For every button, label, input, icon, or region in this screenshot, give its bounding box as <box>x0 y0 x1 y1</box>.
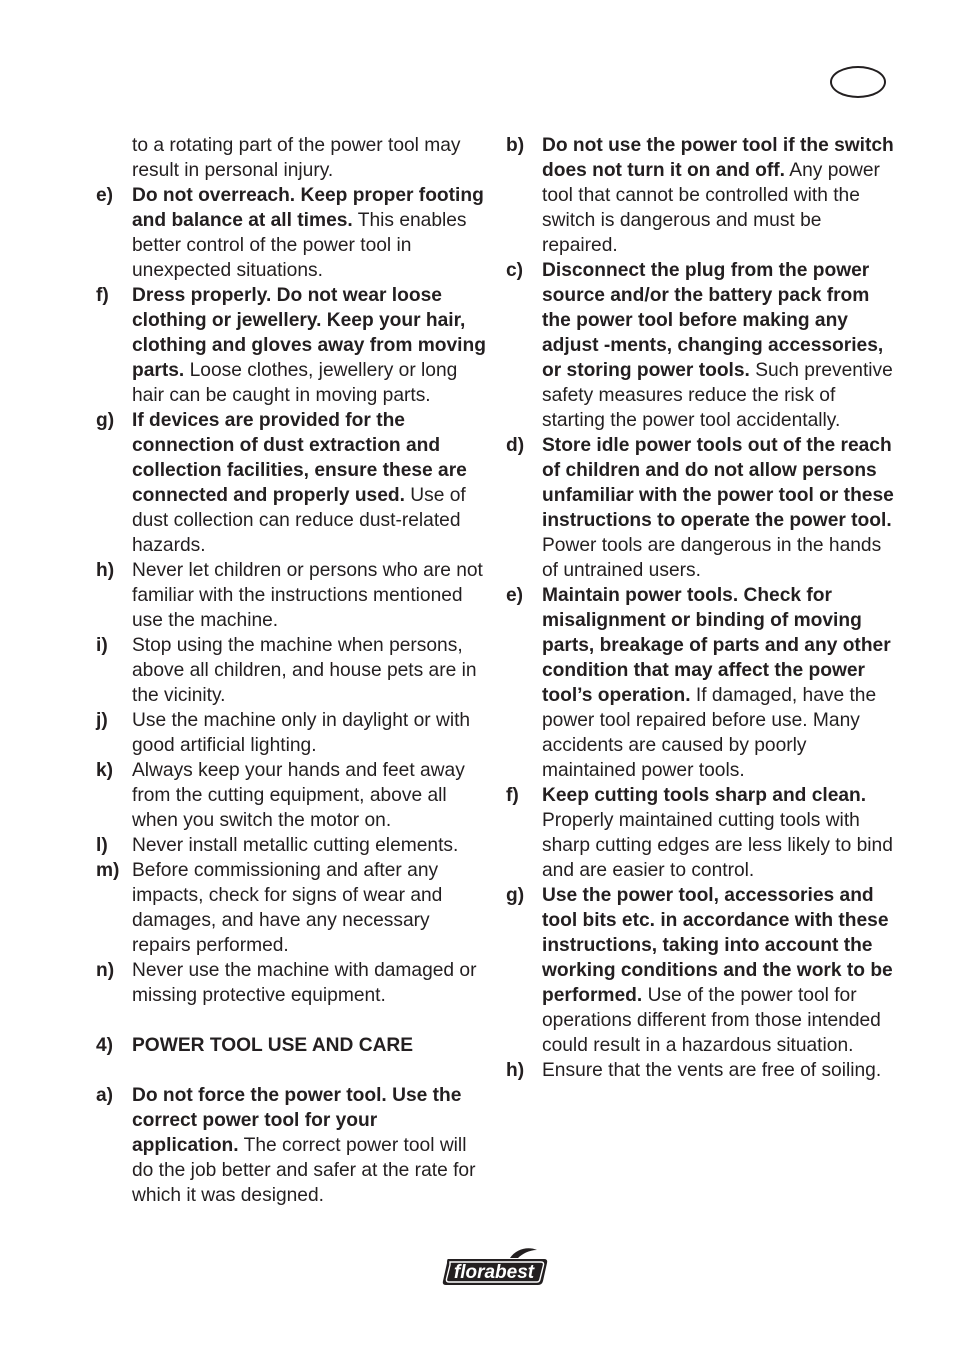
item-text: Properly maintained cutting tools with sharp cutting edges are less likely to bind and are easier to control. <box>542 810 893 881</box>
item-text: Use the machine only in daylight or with good artificial lighting. <box>132 710 471 756</box>
item-text: Any power tool that cannot be controlled with the switch is dangerous and must be repaired. <box>542 160 880 256</box>
item-text: Never install metallic cutting elements. <box>132 835 459 856</box>
item-text: This enables better control of the power tool in unexpected situations. <box>132 210 467 281</box>
list-item-f <box>96 283 488 408</box>
list-item-f <box>506 783 898 883</box>
list-item-l <box>96 833 488 858</box>
spacer <box>96 1008 488 1033</box>
left-column <box>96 133 488 1208</box>
item-label: k) <box>96 760 114 781</box>
list-item-e <box>506 583 898 783</box>
item-text: Ensure that the vents are free of soiling. <box>542 1060 882 1081</box>
language-badge <box>830 66 886 98</box>
item-label: e) <box>96 185 114 206</box>
item-bold-text: Maintain power tools. Check for misalignment or binding of moving parts, breakage of parts and any other condition that may affect the power tool’s operation. <box>542 585 891 706</box>
item-text: Power tools are dangerous in the hands of untrained users. <box>542 535 882 581</box>
item-label: i) <box>96 635 108 656</box>
item-bold-text: Store idle power tools out of the reach of children and do not allow persons unfamiliar with the power tool or these instructions to operate the power tool. <box>542 435 894 531</box>
item-text: Use of the power tool for operations different from those intended could result in a hazardous situation. <box>542 985 881 1056</box>
list-item-b <box>506 133 898 258</box>
item-label: f) <box>506 785 519 806</box>
list-item-g <box>96 408 488 558</box>
list-item-d <box>506 433 898 583</box>
spacer <box>96 1058 488 1083</box>
list-item-h <box>96 558 488 633</box>
item-bold-text: Do not overreach. Keep proper footing and balance at all times. <box>132 185 484 231</box>
list-item-a <box>96 1083 488 1208</box>
item-text: Before commissioning and after any impacts, check for signs of wear and damages, and have any necessary repairs performed. <box>132 860 443 956</box>
item-text: Such preventive safety measures reduce the risk of starting the power tool accidentally. <box>542 360 893 431</box>
item-label: n) <box>96 960 115 981</box>
item-label: h) <box>96 560 115 581</box>
item-label: a) <box>96 1085 114 1106</box>
list-item-e <box>96 183 488 283</box>
list-item-j <box>96 708 488 758</box>
item-label: c) <box>506 260 524 281</box>
item-text: If damaged, have the power tool repaired before use. Many accidents are caused by poorly maintained power tools. <box>542 685 877 781</box>
logo-text: florabest <box>453 1262 535 1283</box>
florabest-logo <box>440 1246 550 1288</box>
item-label: g) <box>96 410 115 431</box>
section-heading <box>96 1033 488 1058</box>
list-item-n <box>96 958 488 1008</box>
item-text: Use of dust collection can reduce dust-related hazards. <box>132 485 466 556</box>
item-bold-text: Do not use the power tool if the switch does not turn it on and off. <box>542 135 894 181</box>
item-label: m) <box>96 860 120 881</box>
list-item-g <box>506 883 898 1058</box>
item-text: Always keep your hands and feet away from the cutting equipment, above all when you switch the motor on. <box>132 760 465 831</box>
continuation-text: to a rotating part of the power tool may result in personal injury. <box>132 135 461 181</box>
item-label: f) <box>96 285 109 306</box>
item-label: g) <box>506 885 525 906</box>
item-bold-text: If devices are provided for the connection of dust extraction and collection facilities, ensure these are connected and properly used. <box>132 410 467 506</box>
item-text: Never let children or persons who are not familiar with the instructions mentioned use the machine. <box>132 560 483 631</box>
item-bold-text: Keep cutting tools sharp and clean. <box>542 785 867 806</box>
list-item-c <box>506 258 898 433</box>
list-item-k <box>96 758 488 833</box>
list-item-h <box>506 1058 898 1083</box>
item-text: Loose clothes, jewellery or long hair can be caught in moving parts. <box>132 360 458 406</box>
section-number: 4) <box>96 1035 114 1056</box>
item-bold-text: Dress properly. Do not wear loose clothing or jewellery. Keep your hair, clothing and gloves away from moving parts. <box>132 285 486 381</box>
item-label: j) <box>96 710 108 731</box>
item-bold-text: Use the power tool, accessories and tool bits etc. in accordance with these instructions, taking into account the working conditions and the work to be performed. <box>542 885 893 1006</box>
item-label: e) <box>506 585 524 606</box>
item-text: The correct power tool will do the job better and safer at the rate for which it was designed. <box>132 1135 476 1206</box>
item-bold-text: Disconnect the plug from the power source and/or the battery pack from the power tool before making any adjust -ments, changing accessories, or storing power tools. <box>542 260 884 381</box>
item-label: h) <box>506 1060 525 1081</box>
item-text: Never use the machine with damaged or missing protective equipment. <box>132 960 477 1006</box>
right-column <box>506 133 898 1083</box>
item-label: b) <box>506 135 525 156</box>
section-title: POWER TOOL USE AND CARE <box>132 1035 414 1056</box>
item-text: Stop using the machine when persons, above all children, and house pets are in the vicinity. <box>132 635 477 706</box>
item-label: d) <box>506 435 525 456</box>
item-label: l) <box>96 835 108 856</box>
item-bold-text: Do not force the power tool. Use the correct power tool for your application. <box>132 1085 462 1156</box>
list-item-m <box>96 858 488 958</box>
list-item-i <box>96 633 488 708</box>
